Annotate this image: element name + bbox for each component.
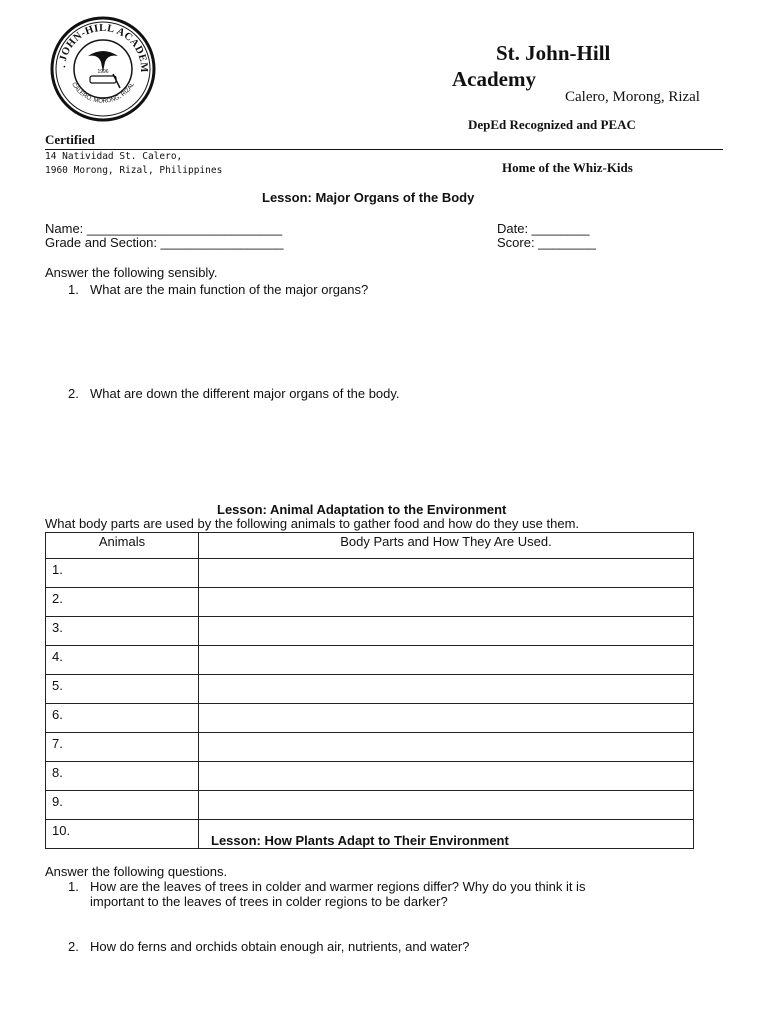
answer-cell[interactable]: [199, 791, 694, 820]
row-number: 5.: [46, 675, 199, 704]
question-text: How are the leaves of trees in colder and warmer regions differ? Why do you think it is important to the leaves of trees in colder regions to be darker?: [90, 879, 586, 909]
answer-cell[interactable]: [199, 617, 694, 646]
grade-section-field: Grade and Section: _________________: [45, 235, 284, 250]
question-text: How do ferns and orchids obtain enough air, nutrients, and water?: [90, 939, 470, 954]
lesson2-instruction: What body parts are used by the following animals to gather food and how do they use them.: [45, 516, 580, 531]
column-header-animals: Animals: [46, 533, 199, 559]
table-row: [46, 675, 694, 704]
table-row: [46, 588, 694, 617]
question-number: 1.: [68, 879, 79, 894]
row-number: 8.: [46, 762, 199, 791]
school-motto: Home of the Whiz-Kids: [502, 160, 633, 175]
accreditation: DepEd Recognized and PEAC: [468, 117, 636, 132]
row-number: 10.: [46, 820, 199, 849]
lesson3-instruction: Answer the following questions.: [45, 864, 228, 879]
table-row: [46, 617, 694, 646]
table-row: [46, 733, 694, 762]
row-number: 3.: [46, 617, 199, 646]
table-row: [46, 762, 694, 791]
answer-cell[interactable]: [199, 733, 694, 762]
answer-cell[interactable]: [199, 588, 694, 617]
row-number: 6.: [46, 704, 199, 733]
school-location: Calero, Morong, Rizal: [565, 89, 700, 105]
answer-cell[interactable]: [199, 559, 694, 588]
seal-top-text: . JOHN-HILL ACADEM: [57, 23, 150, 74]
row-number: 7.: [46, 733, 199, 762]
question-number: 2.: [68, 386, 79, 401]
animal-adaptation-table: [45, 532, 694, 849]
table-row: [46, 704, 694, 733]
answer-cell[interactable]: [199, 704, 694, 733]
table-row: [46, 559, 694, 588]
school-name: [452, 40, 610, 92]
table-row: [46, 646, 694, 675]
row-number: 2.: [46, 588, 199, 617]
school-name-line1: St. John-Hill: [496, 41, 611, 65]
question-text: What are down the different major organs of the body.: [90, 386, 400, 401]
question-text: What are the main function of the major organs?: [90, 282, 369, 297]
lesson1-title: Lesson: Major Organs of the Body: [262, 190, 475, 205]
column-header-body-parts: Body Parts and How They Are Used.: [199, 533, 694, 559]
certified-label: Certified: [45, 132, 95, 147]
table-header-row: [46, 533, 694, 559]
school-name-line2: Academy: [452, 67, 536, 91]
date-field: Date: ________: [497, 221, 590, 236]
lesson2-title: Lesson: Animal Adaptation to the Environment: [217, 502, 507, 517]
header-divider: [45, 149, 723, 150]
seal-year: 1996: [97, 69, 109, 75]
lesson3-title: Lesson: How Plants Adapt to Their Environment: [211, 833, 509, 848]
svg-text:ST. JOHN-HILL ACADEMY: [50, 16, 149, 73]
answer-cell[interactable]: [199, 646, 694, 675]
lesson1-instruction: Answer the following sensibly.: [45, 265, 218, 280]
question-number: 2.: [68, 939, 79, 954]
school-seal: [50, 16, 156, 122]
question-number: 1.: [68, 282, 79, 297]
svg-text:CALERO, MORONG, RIZAL: [70, 81, 136, 105]
answer-cell[interactable]: [199, 675, 694, 704]
table-row: [46, 791, 694, 820]
row-number: 4.: [46, 646, 199, 675]
answer-cell[interactable]: [199, 762, 694, 791]
address-line2: 1960 Morong, Rizal, Philippines: [45, 165, 223, 176]
row-number: 1.: [46, 559, 199, 588]
address-line1: 14 Natividad St. Calero,: [45, 151, 183, 162]
score-field: Score: ________: [497, 235, 597, 250]
name-field: Name: ___________________________: [45, 221, 283, 236]
seal-bottom-text: CALERO, MORONG, RIZAL: [70, 81, 136, 105]
row-number: 9.: [46, 791, 199, 820]
